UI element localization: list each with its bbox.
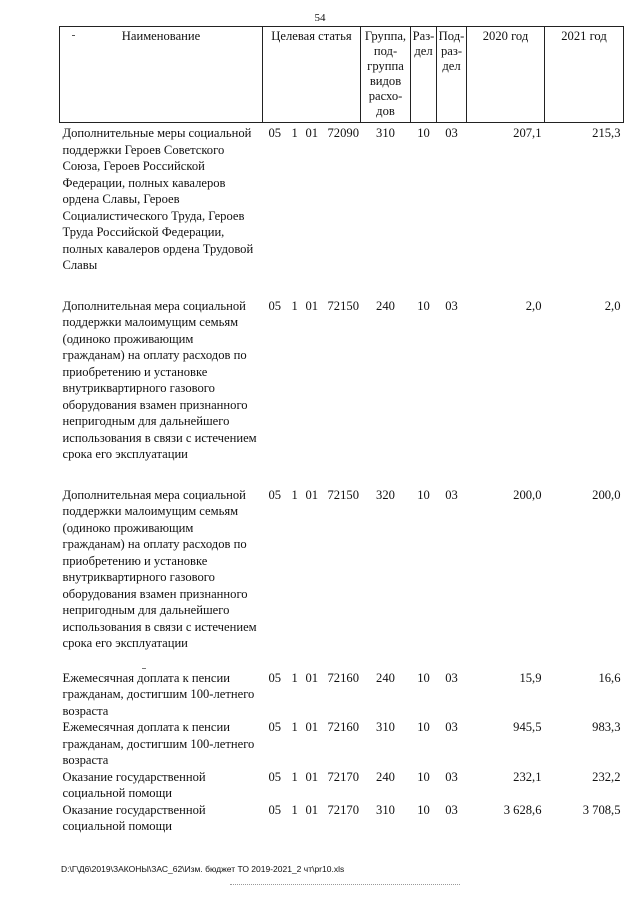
row-group: 310	[376, 126, 395, 140]
row-name: Оказание государственной социальной помощи	[62, 769, 206, 800]
row-2020: 200,0	[513, 487, 542, 502]
row-spacer	[60, 463, 624, 487]
code-direction: 72160	[327, 720, 359, 734]
code-direction: 72090	[327, 126, 359, 140]
row-group: 240	[376, 769, 395, 784]
row-2021: 200,0	[592, 487, 621, 502]
row-name: Дополнительная мера социальной поддержки малоимущим семьям (одиноко проживающим гражданам) на оплату расходов по приобретению и установке внутриквартирного газового оборудования взамен признанного непригодным для дальнейшего использования в связи с истечением срока его эксплуатации	[62, 487, 257, 650]
row-2021: 16,6	[598, 670, 621, 685]
row-section: 10	[417, 487, 430, 502]
row-subsection: 03	[445, 769, 458, 784]
table-row	[60, 802, 624, 835]
row-section: 10	[417, 298, 430, 313]
row-subsection: 03	[445, 298, 458, 313]
row-group: 310	[376, 720, 395, 734]
row-section: 10	[417, 802, 430, 817]
row-target-code	[263, 487, 361, 652]
code-event: 01	[305, 126, 319, 140]
row-group: 320	[376, 487, 395, 502]
header-group: Группа, под-группа видов расхо-дов	[361, 27, 411, 123]
code-event: 01	[305, 720, 319, 734]
table-row	[60, 487, 624, 652]
row-section: 10	[417, 720, 430, 734]
table-row	[60, 769, 624, 802]
code-direction: 72170	[327, 769, 359, 784]
row-2021: 3 708,5	[582, 802, 621, 817]
code-subprogram: 1	[291, 298, 298, 313]
row-group: 240	[376, 670, 395, 685]
header-2020: 2020 год	[467, 27, 545, 123]
code-direction: 72150	[327, 487, 359, 502]
code-event: 01	[305, 802, 319, 817]
code-subprogram: 1	[291, 126, 298, 140]
row-2021: 983,3	[592, 720, 621, 734]
row-section: 10	[417, 126, 430, 140]
scan-mark	[142, 668, 146, 669]
row-subsection: 03	[445, 670, 458, 685]
table-row	[60, 719, 624, 769]
table-row	[60, 123, 624, 274]
row-name: Ежемесячная доплата к пенсии гражданам, достигшим 100-летнего возраста	[62, 720, 255, 767]
code-direction: 72160	[327, 670, 359, 685]
header-2021: 2021 год	[545, 27, 624, 123]
row-group: 310	[376, 802, 395, 817]
table-header-row	[60, 27, 624, 123]
page-number: 54	[314, 12, 326, 24]
header-target: Целевая статья	[263, 27, 361, 123]
header-subsection: Под-раз-дел	[437, 27, 467, 123]
header-section: Раз-дел	[411, 27, 437, 123]
row-name: Дополнительные меры социальной поддержки Героев Советского Союза, Героев Российской Федерации, полных кавалеров ордена Славы, Героев Социалистического Труда, Героев Труда Российской Федерации, полных кавалеров ордена Трудовой Славы	[62, 126, 254, 272]
row-subsection: 03	[445, 126, 458, 140]
code-event: 01	[305, 670, 319, 685]
scan-artifact-line	[230, 884, 460, 885]
budget-table	[59, 26, 624, 835]
row-target-code	[263, 802, 361, 835]
row-target-code	[263, 123, 361, 274]
table-row	[60, 670, 624, 720]
code-program: 05	[268, 126, 282, 140]
row-subsection: 03	[445, 487, 458, 502]
code-direction: 72150	[327, 298, 359, 313]
code-program: 05	[268, 769, 282, 784]
row-2021: 232,2	[592, 769, 621, 784]
row-spacer	[60, 652, 624, 670]
row-name: Оказание государственной социальной помощи	[62, 802, 206, 833]
code-program: 05	[268, 802, 282, 817]
row-name: Ежемесячная доплата к пенсии гражданам, достигшим 100-летнего возраста	[62, 670, 255, 718]
code-program: 05	[268, 720, 282, 734]
footer-file-path: D:\Г\Д6\2019\ЗАКОНЫ\ЗАС_62\Изм. бюджет ТО 2019-2021_2 чт\pr10.xls	[61, 864, 345, 874]
row-name: Дополнительная мера социальной поддержки малоимущим семьям (одиноко проживающим гражданам) на оплату расходов по приобретению и установке внутриквартирного газового оборудования взамен признанного непригодным для дальнейшего использования в связи с истечением срока его эксплуатации	[62, 298, 257, 461]
row-2020: 207,1	[513, 126, 542, 140]
row-target-code	[263, 769, 361, 802]
code-subprogram: 1	[291, 802, 298, 817]
row-spacer	[60, 274, 624, 298]
table-row	[60, 298, 624, 463]
row-section: 10	[417, 670, 430, 685]
code-event: 01	[305, 487, 319, 502]
code-subprogram: 1	[291, 720, 298, 734]
code-event: 01	[305, 769, 319, 784]
code-subprogram: 1	[291, 670, 298, 685]
code-program: 05	[268, 670, 282, 685]
row-subsection: 03	[445, 802, 458, 817]
code-subprogram: 1	[291, 487, 298, 502]
row-2021: 215,3	[592, 126, 621, 140]
code-subprogram: 1	[291, 769, 298, 784]
row-subsection: 03	[445, 720, 458, 734]
row-section: 10	[417, 769, 430, 784]
row-2021: 2,0	[604, 298, 621, 313]
row-2020: 15,9	[519, 670, 542, 685]
row-group: 240	[376, 298, 395, 313]
row-2020: 2,0	[525, 298, 542, 313]
row-target-code	[263, 298, 361, 463]
header-name: Наименование	[60, 27, 263, 123]
code-program: 05	[268, 487, 282, 502]
row-2020: 232,1	[513, 769, 542, 784]
row-target-code	[263, 719, 361, 769]
code-event: 01	[305, 298, 319, 313]
code-direction: 72170	[327, 802, 359, 817]
code-program: 05	[268, 298, 282, 313]
row-2020: 945,5	[513, 720, 542, 734]
row-2020: 3 628,6	[503, 802, 542, 817]
row-target-code	[263, 670, 361, 720]
